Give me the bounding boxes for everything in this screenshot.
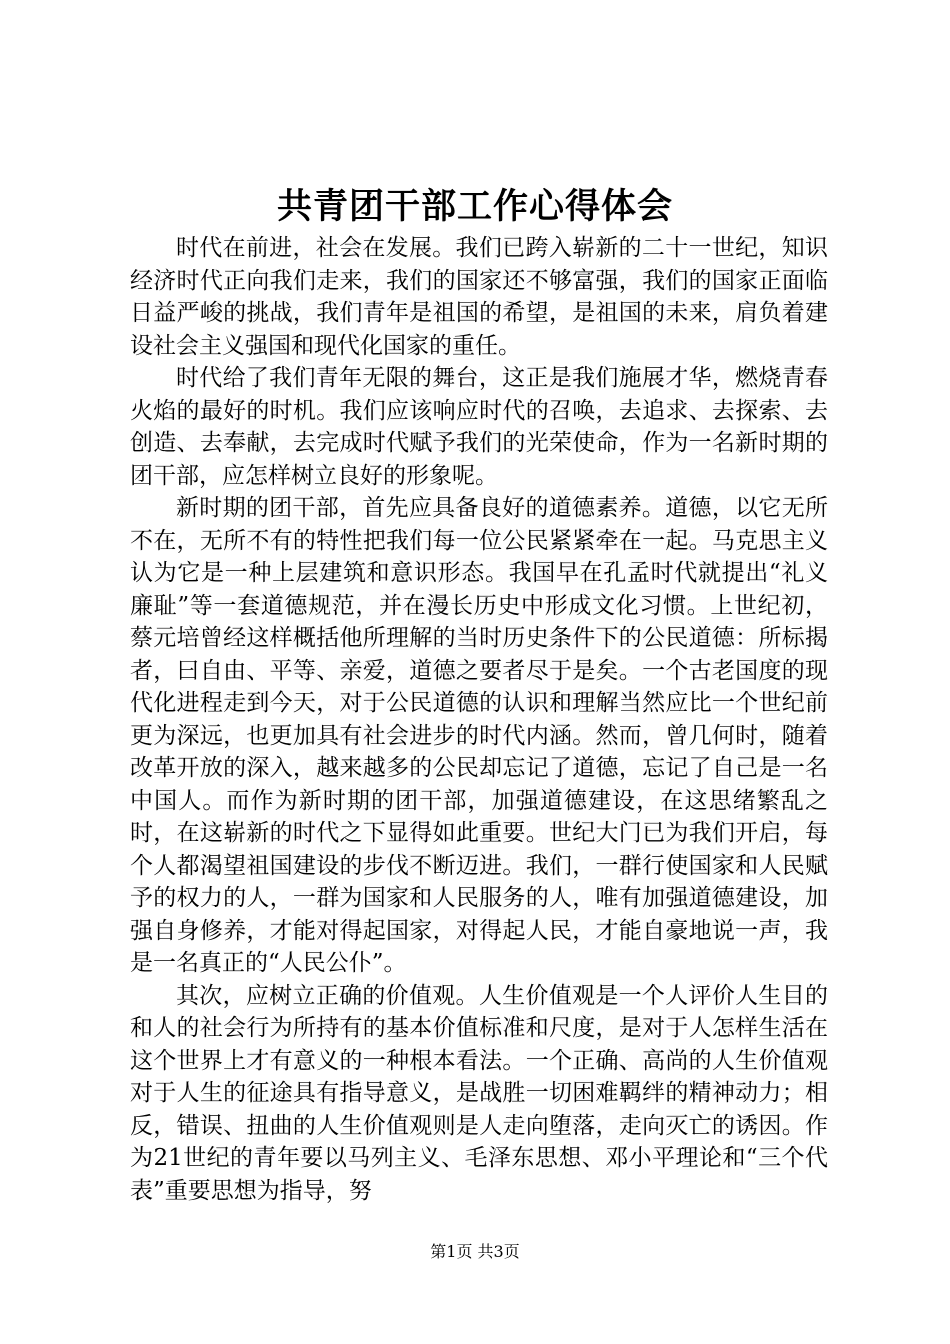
- paragraph: 时代给了我们青年无限的舞台，这正是我们施展才华，燃烧青春火焰的最好的时机。我们应该响应时代的召唤，去追求、去探索、去创造、去奉献，去完成时代赋予我们的光荣使命，作为一名新时期的团干部，应怎样树立良好的形象呢。: [130, 365, 828, 489]
- paragraph: 新时期的团干部，首先应具备良好的道德素养。道德，以它无所不在，无所不有的特性把我们每一位公民紧紧牵在一起。马克思主义认为它是一种上层建筑和意识形态。我国早在孔孟时代就提出“礼义廉耻”等一套道德规范，并在漫长历史中形成文化习惯。上世纪初，蔡元培曾经这样概括他所理解的当时历史条件下的公民道德：所标揭者，曰自由、平等、亲爱，道德之要者尽于是矣。一个古老国度的现代化进程走到今天，对于公民道德的认识和理解当然应比一个世纪前更为深远，也更加具有社会进步的时代内涵。然而，曾几何时，随着改革开放的深入，越来越多的公民却忘记了道德，忘记了自己是一名中国人。而作为新时期的团干部，加强道德建设，在这思绪繁乱之时，在这崭新的时代之下显得如此重要。世纪大门已为我们开启，每个人都渴望祖国建设的步伐不断迈进。我们，一群行使国家和人民赋予的权力的人，一群为国家和人民服务的人，唯有加强道德建设，加强自身修养，才能对得起国家，对得起人民，才能自豪地说一声，我是一名真正的“人民公仆”。: [130, 495, 828, 976]
- document-body: [130, 232, 828, 1207]
- document-title: 共青团干部工作心得体会: [276, 186, 673, 227]
- paragraph: 时代在前进，社会在发展。我们已跨入崭新的二十一世纪，知识经济时代正向我们走来，我们的国家还不够富强，我们的国家正面临日益严峻的挑战，我们青年是祖国的希望，是祖国的未来，肩负着建设社会主义强国和现代化国家的重任。: [130, 235, 828, 359]
- paragraph: 其次，应树立正确的价值观。人生价值观是一个人评价人生目的和人的社会行为所持有的基本价值标准和尺度，是对于人怎样生活在这个世界上才有意义的一种根本看法。一个正确、高尚的人生价值观对于人生的征途具有指导意义，是战胜一切困难羁绊的精神动力；相反，错误、扭曲的人生价值观则是人走向堕落，走向灭亡的诱因。作为21世纪的青年要以马列主义、毛泽东思想、邓小平理论和“三个代表”重要思想为指导，努: [130, 982, 828, 1204]
- page-number-footer: 第1页 共3页: [430, 1242, 520, 1261]
